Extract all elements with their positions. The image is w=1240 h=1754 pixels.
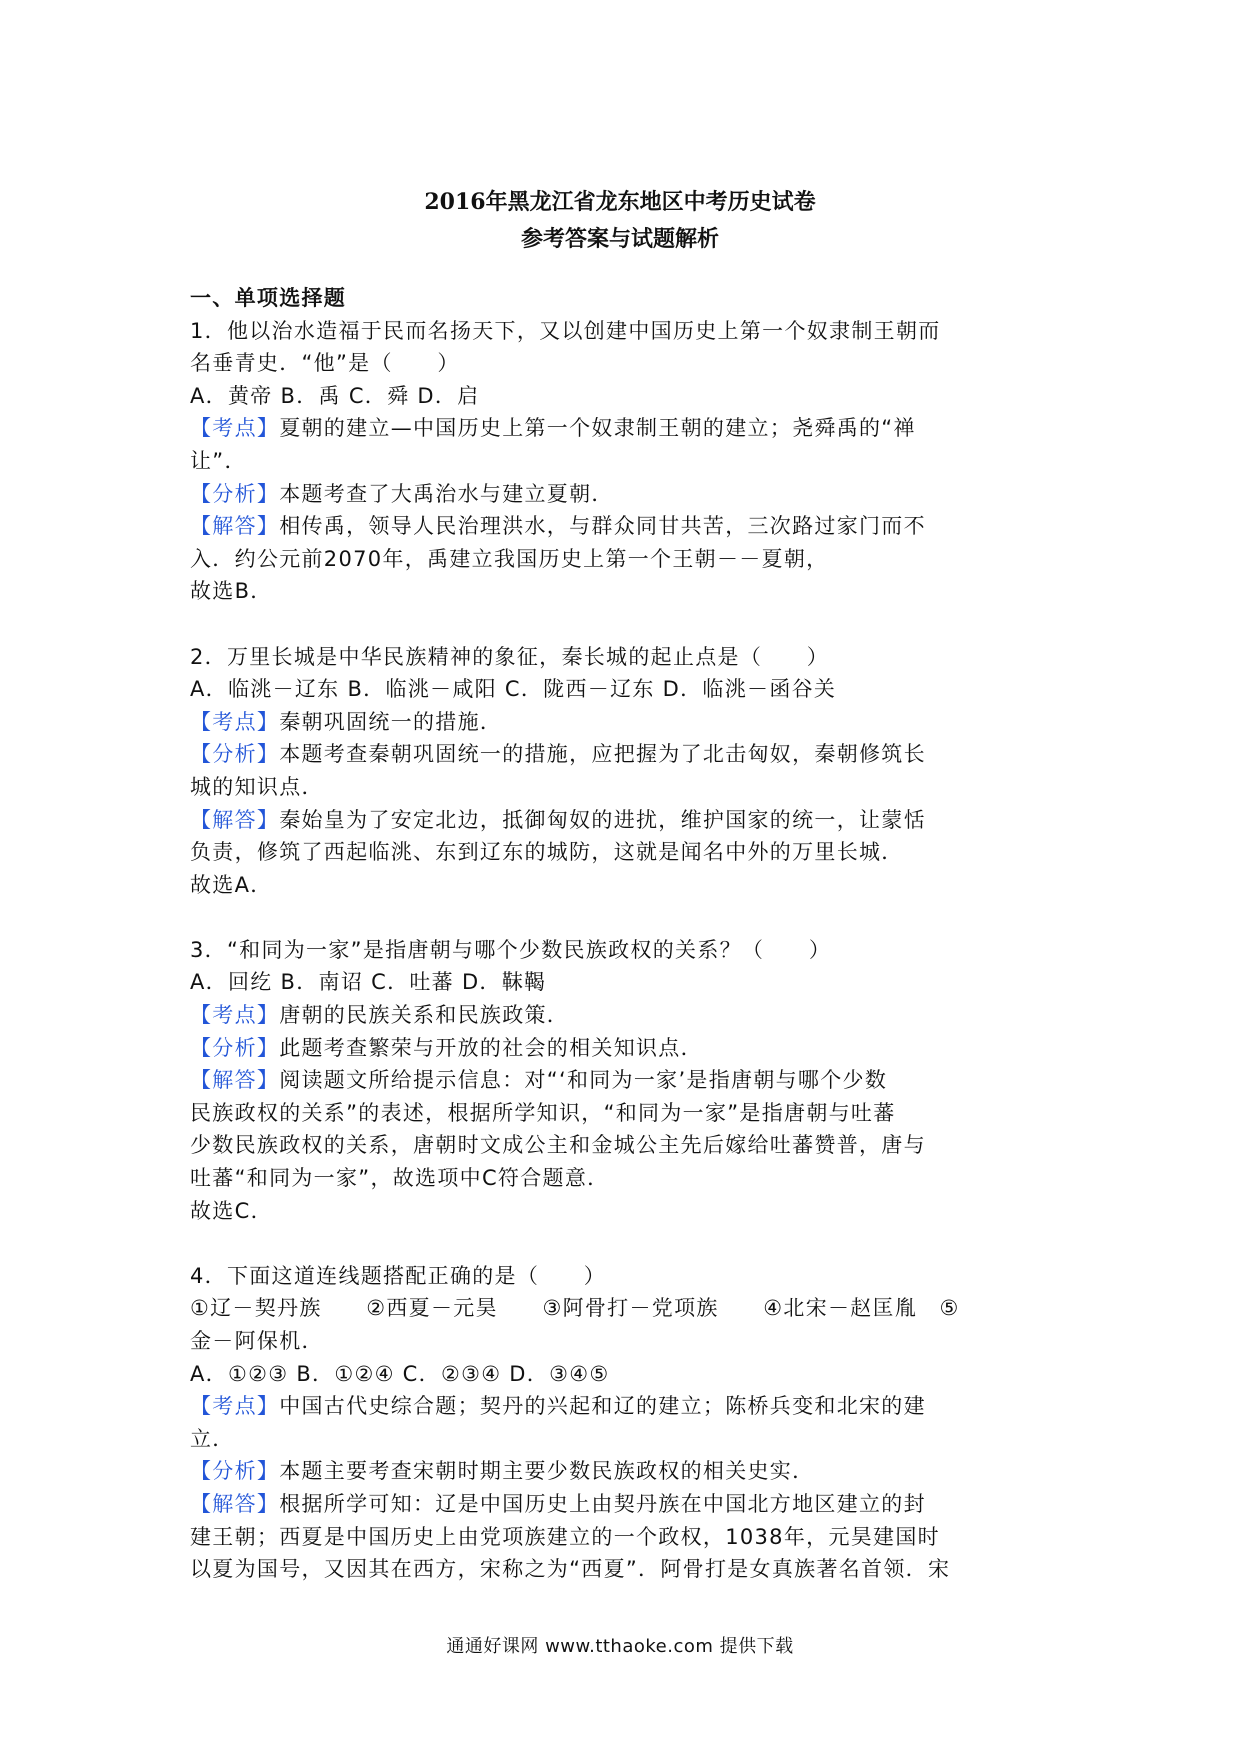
kaodian-text: 唐朝的民族关系和民族政策．	[279, 1003, 570, 1028]
kaodian-line	[190, 1390, 1070, 1423]
fenxi-tag: 【分析】	[190, 742, 280, 767]
spacer	[190, 1227, 1070, 1260]
jieda-tag: 【解答】	[190, 807, 280, 832]
jieda-text: 根据所学可知：辽是中国历史上由契丹族在中国北方地区建立的封	[279, 1491, 926, 1516]
page-subtitle: 参考答案与试题解析	[520, 226, 719, 252]
question-stem-line: 名垂青史．“他”是（ ）	[190, 351, 460, 376]
document-body	[190, 282, 1070, 1586]
kaodian-continuation: 立．	[190, 1426, 235, 1451]
fenxi-line	[190, 478, 1070, 511]
jieda-tag: 【解答】	[190, 1491, 280, 1516]
jieda-continuation: 民族政权的关系”的表述，根据所学知识，“和同为一家”是指唐朝与吐蕃	[190, 1100, 896, 1125]
question-options: A．临洮－辽东 B．临洮－咸阳 C．陇西－辽东 D．临洮－函谷关	[190, 677, 837, 702]
jieda-continuation: 以夏为国号，又因其在西方，宋称之为“西夏”．阿骨打是女真族著名首领．宋	[190, 1557, 951, 1582]
kaodian-line	[190, 999, 1070, 1032]
fenxi-text: 本题考查了大禹治水与建立夏朝．	[279, 481, 614, 506]
question-stem-line: 金－阿保机．	[190, 1329, 324, 1353]
question-3	[190, 934, 1070, 1227]
jieda-line	[190, 1488, 1070, 1521]
jieda-text: 相传禹，领导人民治理洪水，与群众同甘共苦，三次路过家门而不	[279, 514, 926, 539]
fenxi-continuation: 城的知识点．	[190, 774, 324, 799]
jieda-continuation: 入．约公元前2070年，禹建立我国历史上第一个王朝－－夏朝，	[190, 546, 829, 571]
kaodian-line	[190, 706, 1070, 739]
jieda-continuation: 建王朝；西夏是中国历史上由党项族建立的一个政权，1038年，元昊建国时	[190, 1524, 940, 1549]
question-options: A．黄帝 B．禹 C．舜 D．启	[190, 383, 480, 408]
kaodian-line	[190, 412, 1070, 445]
page-title: 2016年黑龙江省龙东地区中考历史试卷	[424, 189, 816, 215]
fenxi-tag: 【分析】	[190, 1035, 280, 1060]
question-stem-line: ①辽－契丹族 ②西夏－元昊 ③阿骨打－党项族 ④北宋－赵匡胤 ⑤	[190, 1296, 960, 1321]
question-stem-line: 2．万里长城是中华民族精神的象征，秦长城的起止点是（ ）	[190, 644, 830, 669]
jieda-continuation: 少数民族政权的关系，唐朝时文成公主和金城公主先后嫁给吐蕃赞普，唐与	[190, 1133, 926, 1158]
fenxi-line	[190, 738, 1070, 771]
jieda-text: 秦始皇为了安定北边，抵御匈奴的进扰，维护国家的统一，让蒙恬	[279, 807, 926, 832]
kaodian-continuation: 让”．	[190, 448, 247, 473]
question-options: A．①②③ B．①②④ C．②③④ D．③④⑤	[190, 1361, 610, 1386]
jieda-continuation: 故选B．	[190, 579, 273, 604]
kaodian-text: 夏朝的建立—中国历史上第一个奴隶制王朝的建立；尧舜禹的“禅	[279, 416, 916, 441]
question-options: A．回纥 B．南诏 C．吐蕃 D．靺鞨	[190, 970, 547, 995]
fenxi-text: 本题主要考查宋朝时期主要少数民族政权的相关史实．	[279, 1459, 815, 1484]
kaodian-tag: 【考点】	[190, 1394, 280, 1419]
jieda-tag: 【解答】	[190, 1068, 280, 1093]
jieda-continuation: 吐蕃“和同为一家”，故选项中C符合题意．	[190, 1166, 610, 1191]
fenxi-line	[190, 1032, 1070, 1065]
spacer	[190, 901, 1070, 934]
question-2	[190, 641, 1070, 902]
jieda-tag: 【解答】	[190, 514, 280, 539]
fenxi-text: 此题考查繁荣与开放的社会的相关知识点．	[279, 1035, 703, 1060]
jieda-text: 阅读题文所给提示信息：对“‘和同为一家’是指唐朝与哪个少数	[279, 1068, 888, 1093]
fenxi-tag: 【分析】	[190, 1459, 280, 1484]
question-stem-line: 4．下面这道连线题搭配正确的是（ ）	[190, 1263, 607, 1288]
kaodian-tag: 【考点】	[190, 709, 280, 734]
jieda-line	[190, 804, 1070, 837]
question-stem-line: 1．他以治水造福于民而名扬天下，又以创建中国历史上第一个奴隶制王朝而	[190, 318, 941, 343]
page-footer: 通通好课网 www.tthaoke.com 提供下载	[446, 1636, 794, 1657]
question-1	[190, 315, 1070, 608]
fenxi-line	[190, 1455, 1070, 1488]
jieda-continuation: 故选C．	[190, 1198, 273, 1223]
fenxi-tag: 【分析】	[190, 481, 280, 506]
kaodian-text: 中国古代史综合题；契丹的兴起和辽的建立；陈桥兵变和北宋的建	[279, 1394, 926, 1419]
kaodian-tag: 【考点】	[190, 1003, 280, 1028]
kaodian-tag: 【考点】	[190, 416, 280, 441]
spacer	[190, 608, 1070, 641]
jieda-continuation: 故选A．	[190, 872, 273, 897]
kaodian-text: 秦朝巩固统一的措施．	[279, 709, 503, 734]
question-stem-line: 3．“和同为一家”是指唐朝与哪个少数民族政权的关系？（ ）	[190, 937, 832, 962]
jieda-continuation: 负责，修筑了西起临洮、东到辽东的城防，这就是闻名中外的万里长城．	[190, 840, 904, 865]
section-heading: 一、单项选择题	[190, 286, 347, 310]
jieda-line	[190, 510, 1070, 543]
jieda-line	[190, 1064, 1070, 1097]
question-4	[190, 1260, 1070, 1586]
fenxi-text: 本题考查秦朝巩固统一的措施，应把握为了北击匈奴，秦朝修筑长	[279, 742, 926, 767]
